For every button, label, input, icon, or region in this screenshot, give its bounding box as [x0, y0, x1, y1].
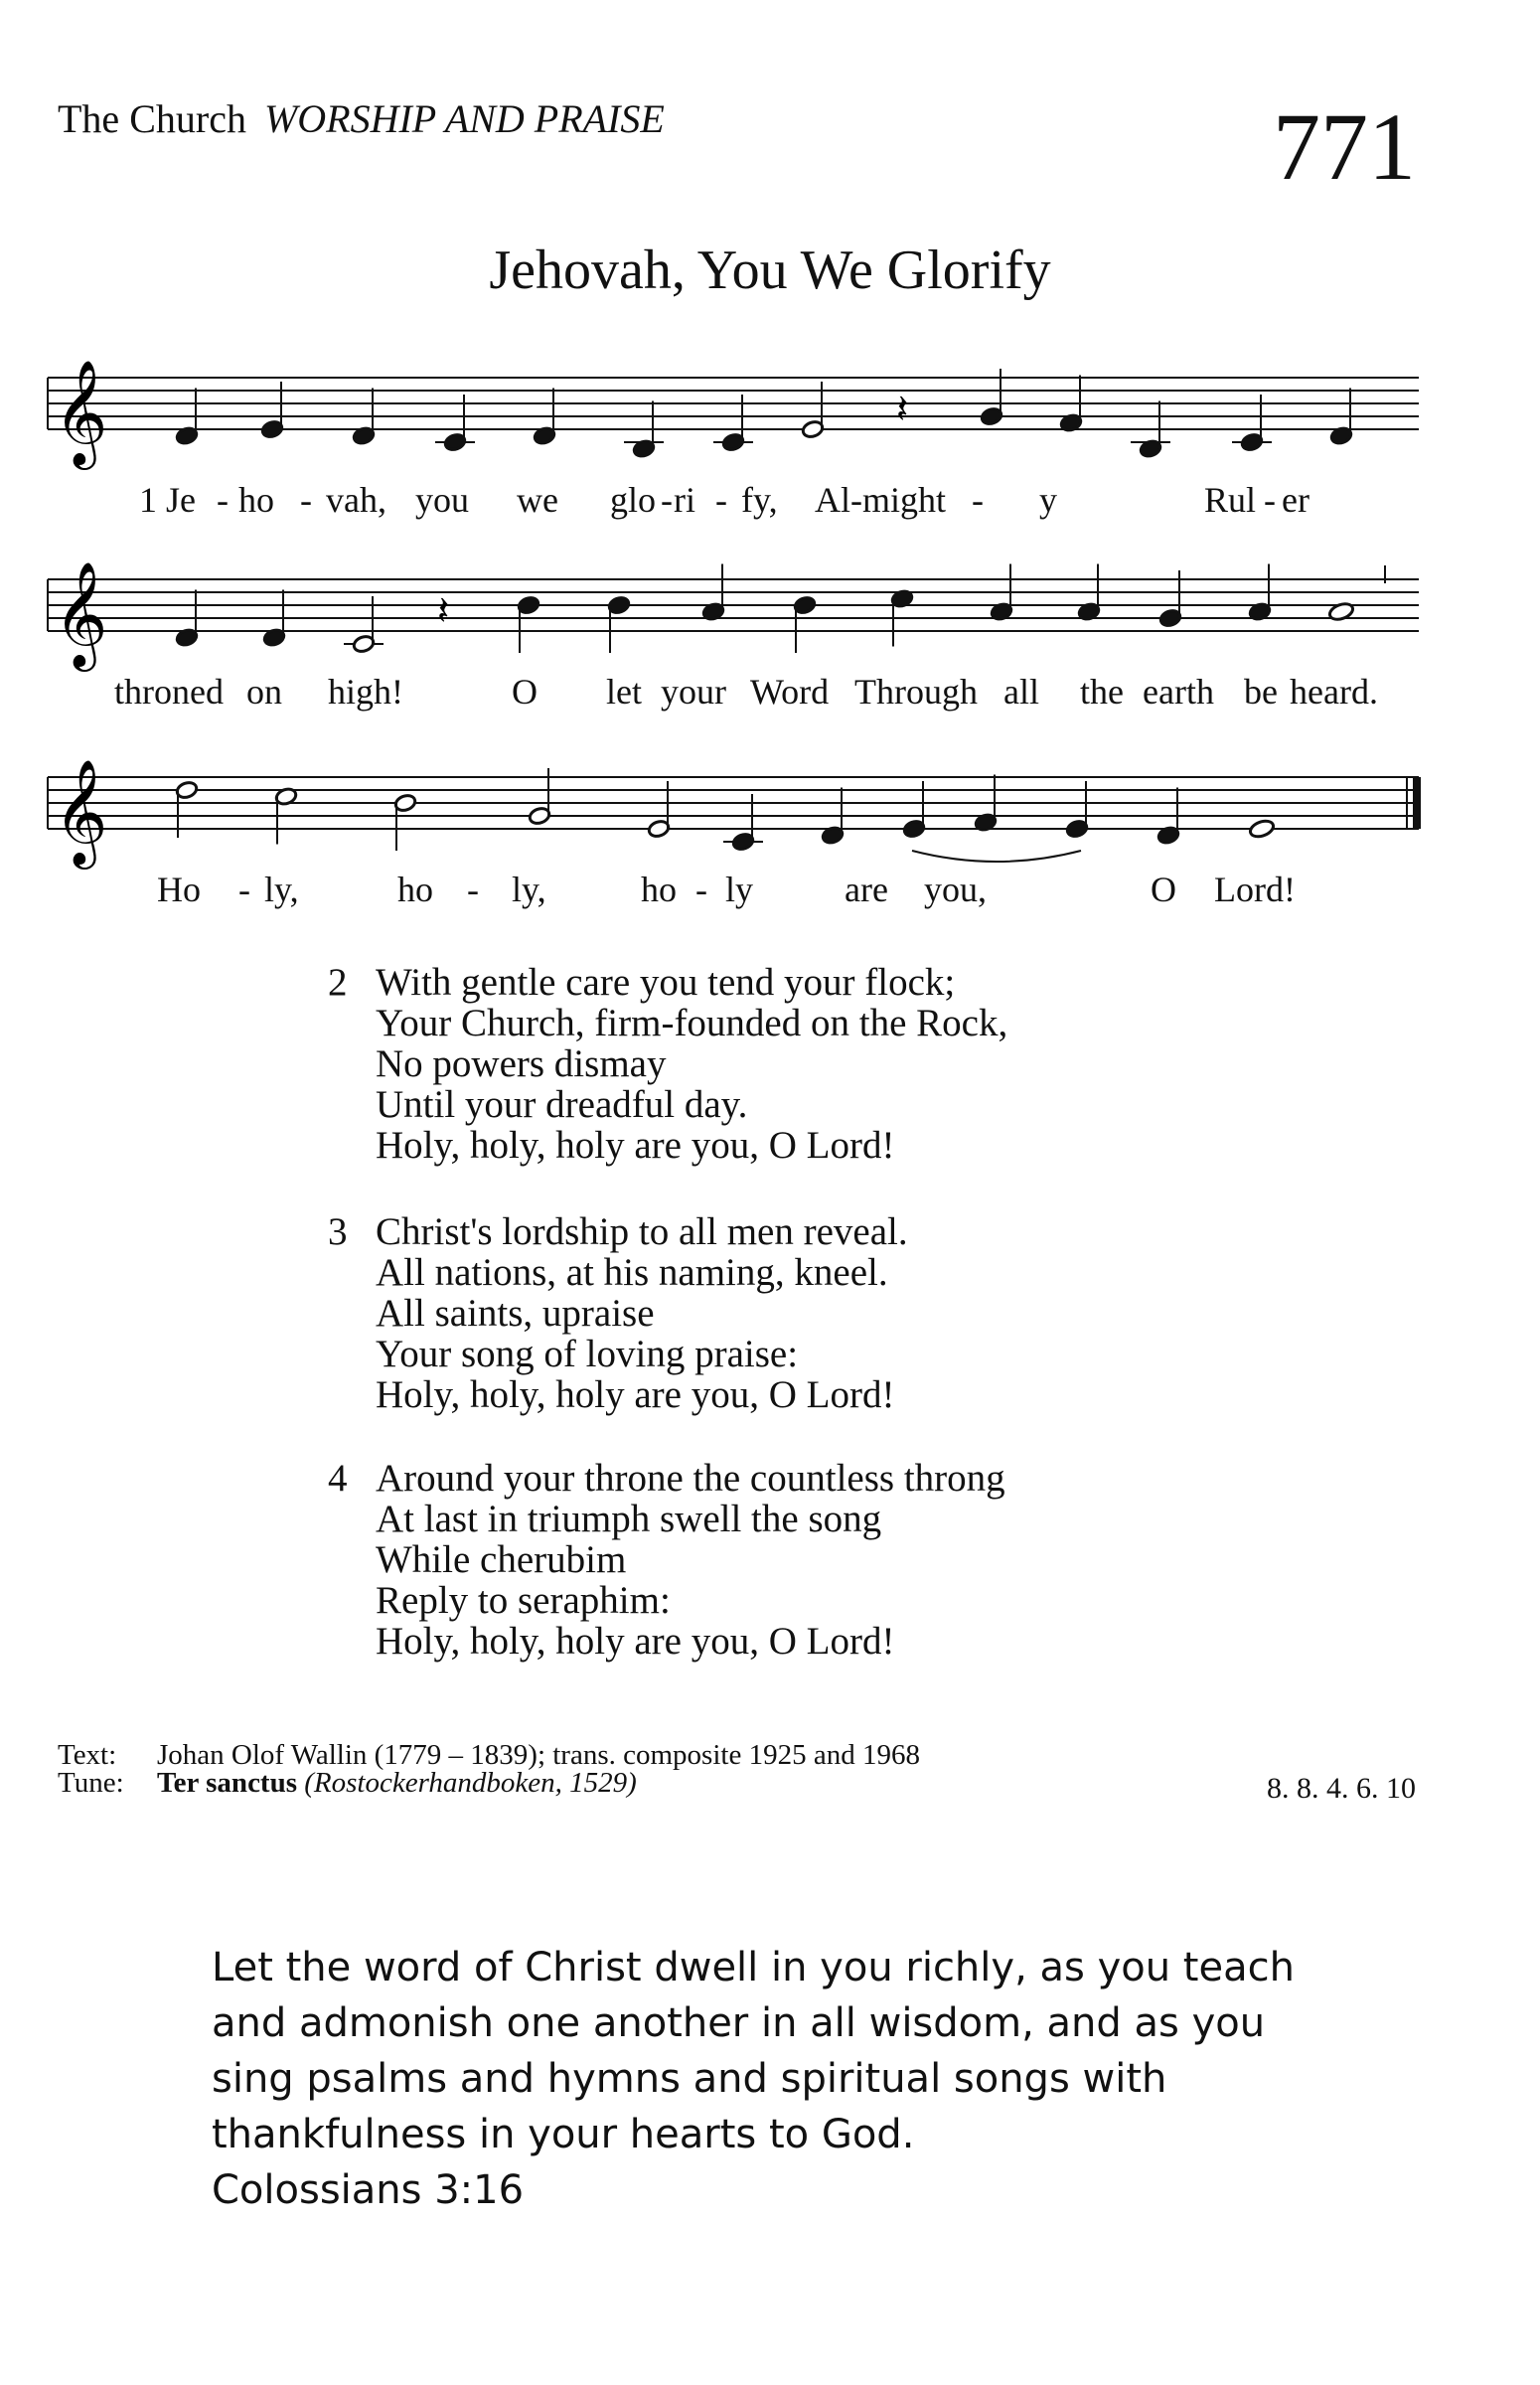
stanza-line: Until your dreadful day. [376, 1083, 748, 1126]
note-icon [393, 793, 417, 851]
hymn-title: Jehovah, You We Glorify [489, 239, 1051, 301]
quarter-rest-icon: 𝄽 [437, 588, 450, 634]
hymn-number: 771 [1273, 93, 1416, 200]
lyric-syllable: you, [924, 870, 987, 909]
lyric-syllable: - [695, 870, 707, 909]
lyric-syllable: vah, [326, 480, 386, 520]
stanza-line: Reply to seraphim: [376, 1579, 671, 1622]
lyric-syllable: all [1003, 672, 1039, 712]
lyric-syllable: - [238, 870, 250, 909]
text-credit [58, 1741, 920, 1769]
lyric-syllable: - [661, 480, 673, 520]
tune-credit [58, 1769, 920, 1797]
lyric-syllable: Rul [1204, 480, 1257, 520]
lyric-syllable: high! [328, 672, 403, 712]
stanza-line: All saints, upraise [376, 1292, 655, 1335]
tune-name: Ter sanctus [157, 1767, 298, 1799]
lyric-syllable: - [715, 480, 727, 520]
lyric-syllable: Al-might [815, 480, 946, 520]
scripture-verse [212, 1940, 1334, 2218]
tune-credit-label: Tune: [58, 1767, 124, 1799]
lyric-syllable: Lord! [1214, 870, 1296, 909]
stanza-line: At last in triumph swell the song [376, 1498, 882, 1540]
section-label: The Church [58, 96, 246, 141]
note-icon [517, 595, 540, 653]
lyric-syllable: O [512, 672, 538, 712]
stanza-line: Holy, holy, holy are you, O Lord! [376, 1373, 895, 1416]
quarter-rest-icon: 𝄽 [896, 387, 909, 432]
lyric-syllable: ri [674, 480, 695, 520]
lyric-syllable: are [845, 870, 888, 909]
note-icon [793, 595, 817, 653]
stanza-number: 3 [328, 1210, 348, 1253]
meter: 8. 8. 4. 6. 10 [1267, 1772, 1416, 1805]
stanza-number: 4 [328, 1457, 348, 1500]
stanza-line: Christ's lordship to all men reveal. [376, 1210, 908, 1253]
stanza-line: With gentle care you tend your flock; [376, 961, 956, 1004]
treble-clef-icon: 𝄞 [54, 758, 108, 865]
lyric-syllable: heard. [1290, 672, 1378, 712]
note-icon [1248, 818, 1275, 839]
lyric-syllable: ly [725, 870, 754, 909]
lyric-syllable: earth [1143, 672, 1214, 712]
lyric-syllable: Through [854, 672, 978, 712]
lyric-syllable: fy, [741, 480, 778, 520]
stanza-line: Holy, holy, holy are you, O Lord! [376, 1124, 895, 1167]
treble-clef-icon: 𝄞 [54, 359, 108, 465]
lyric-syllable: throned [114, 672, 224, 712]
lyric-syllable: y [1039, 480, 1057, 520]
stanza-line: All nations, at his naming, kneel. [376, 1251, 888, 1294]
lyric-syllable: your [661, 672, 726, 712]
lyric-syllable: on [246, 672, 282, 712]
lyric-syllable: - [972, 480, 984, 520]
lyric-syllable: ho [397, 870, 433, 909]
stanza-line: No powers dismay [376, 1042, 667, 1085]
stanza-line: Around your throne the countless throng [376, 1457, 1005, 1500]
stanza-line: While cherubim [376, 1538, 627, 1581]
lyric-syllable: 1 Je [139, 480, 196, 520]
lyric-syllable: Word [750, 672, 830, 712]
lyric-syllable: glo [610, 480, 657, 520]
lyric-syllable: ho [238, 480, 274, 520]
text-credit-value: Johan Olof Wallin (1779 – 1839); trans. composite 1925 and 1968 [157, 1739, 920, 1771]
lyric-syllable: Ho [157, 870, 201, 909]
lyric-syllable: let [606, 672, 642, 712]
staff-svg [48, 348, 1439, 497]
stanza-line: Your Church, firm-founded on the Rock, [376, 1002, 1008, 1044]
lyric-syllable: ly, [264, 870, 299, 909]
text-credit-label: Text: [58, 1739, 117, 1771]
lyric-syllable: you [415, 480, 469, 520]
lyric-syllable: ho [641, 870, 677, 909]
scripture-reference: Colossians 3:16 [212, 2167, 525, 2213]
lyric-syllable: - [1264, 480, 1276, 520]
treble-clef-icon: 𝄞 [54, 560, 108, 667]
tune-source: (Rostockerhandboken, 1529) [304, 1767, 637, 1799]
lyric-syllable: be [1244, 672, 1278, 712]
lyric-syllable: - [467, 870, 479, 909]
scripture-text: Let the word of Christ dwell in you richly, as you teach and admonish one another in all wisdom, and as you sing psalms and hymns and spiritual songs with thankfulness in your hearts to God. [212, 1945, 1295, 2157]
lyric-syllable: ly, [512, 870, 546, 909]
lyric-syllable: er [1282, 480, 1309, 520]
lyric-syllable: we [517, 480, 558, 520]
music-staff-1 [48, 348, 1439, 497]
category-label: WORSHIP AND PRAISE [263, 96, 665, 141]
hymn-credits [58, 1741, 920, 1797]
note-icon [607, 595, 631, 653]
lyric-syllable: the [1080, 672, 1124, 712]
lyric-syllable: O [1151, 870, 1176, 909]
stanza-line: Holy, holy, holy are you, O Lord! [376, 1620, 895, 1663]
stanza-line: Your song of loving praise: [376, 1333, 799, 1375]
lyric-syllable: - [300, 480, 312, 520]
stanza-number: 2 [328, 961, 348, 1004]
page-header [58, 95, 665, 142]
lyric-syllable: - [217, 480, 229, 520]
